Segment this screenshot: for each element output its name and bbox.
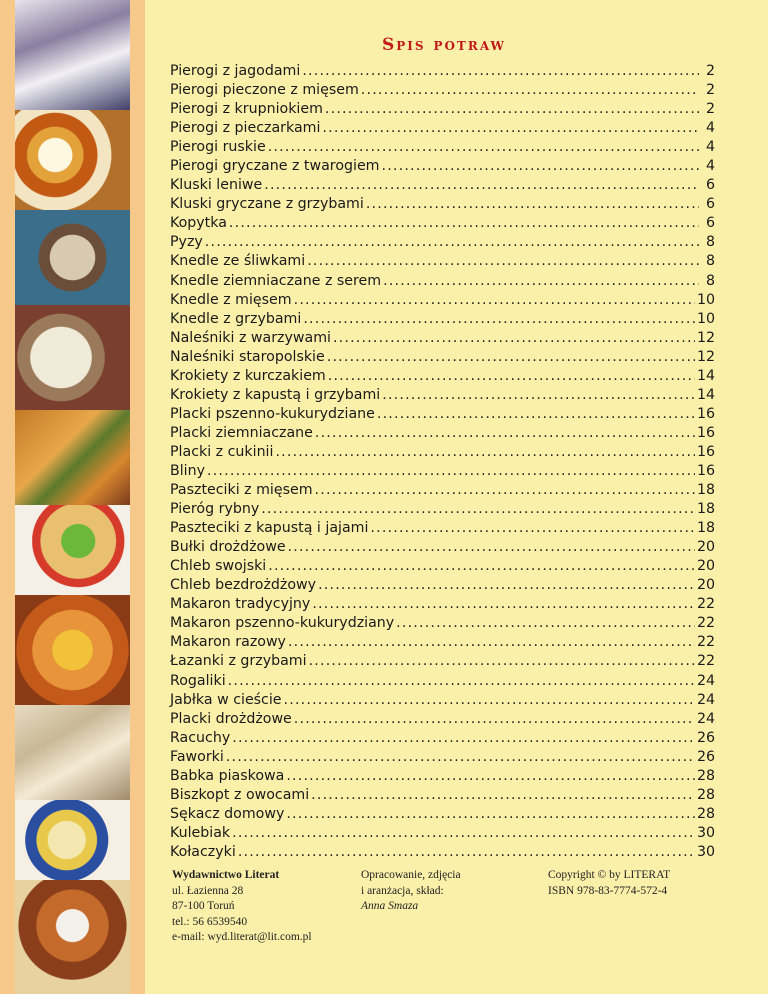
toc-entry (170, 729, 715, 748)
copyright-info (548, 868, 670, 899)
toc-leader-dots (284, 691, 695, 710)
copyright: Copyright © by LITERAT (548, 869, 671, 881)
toc-leader-dots (333, 329, 695, 348)
toc-entry-page: 4 (705, 139, 715, 156)
author-name: Anna Smaza (361, 900, 419, 912)
toc-entry-page: 28 (696, 786, 715, 803)
toc-entry (170, 176, 715, 195)
isbn: ISBN 978-83-7774-572-4 (548, 884, 668, 897)
toc-entry-page: 12 (696, 348, 715, 365)
toc-entry-title: Placki drożdżowe (170, 710, 292, 727)
toc-entry-page: 10 (696, 291, 715, 308)
toc-entry-title: Biszkopt z owocami (170, 786, 310, 803)
photo-baked-apples (15, 800, 130, 880)
toc-entry-page: 16 (696, 405, 715, 422)
toc-leader-dots (383, 272, 699, 291)
toc-entry-page: 4 (705, 120, 715, 137)
credits (361, 868, 461, 915)
toc-entry-title: Paszteciki z kapustą i jajami (170, 520, 369, 537)
toc-entry-page: 8 (705, 253, 715, 270)
toc-entry (170, 252, 715, 271)
toc-entry-title: Chleb bezdrożdżowy (170, 577, 317, 594)
toc-entry-page: 10 (696, 310, 715, 327)
toc-entry-page: 2 (705, 101, 715, 118)
photo-croquettes (15, 410, 130, 505)
toc-leader-dots (328, 367, 695, 386)
toc-entry-page: 20 (696, 558, 715, 575)
toc-entry (170, 81, 715, 100)
toc-entry (170, 691, 715, 710)
toc-entry-page: 18 (696, 482, 715, 499)
toc-leader-dots (288, 633, 695, 652)
toc-entry-title: Pieróg rybny (170, 501, 260, 518)
toc-entry-page: 14 (696, 367, 715, 384)
page-title: Spis potraw (381, 35, 507, 55)
toc-leader-dots (232, 824, 695, 843)
toc-entry (170, 138, 715, 157)
toc-entry (170, 576, 715, 595)
publisher-phone: tel.: 56 6539540 (172, 915, 248, 928)
toc-entry-page: 6 (705, 215, 715, 232)
toc-entry (170, 500, 715, 519)
toc-leader-dots (361, 81, 699, 100)
toc-entry-page: 20 (696, 539, 715, 556)
toc-entry-title: Placki pszenno-kukurydziane (170, 405, 375, 422)
toc-entry (170, 557, 715, 576)
toc-entry (170, 233, 715, 252)
toc-entry-title: Makaron pszenno-kukurydziany (170, 615, 395, 632)
toc-entry-page: 24 (696, 691, 715, 708)
toc-entry (170, 519, 715, 538)
toc-entry-page: 18 (696, 501, 715, 518)
toc-entry-title: Placki z cukinii (170, 443, 274, 460)
toc-entry-page: 22 (696, 615, 715, 632)
toc-leader-dots (294, 291, 695, 310)
toc-entry-title: Pierogi z pieczarkami (170, 120, 321, 137)
toc-leader-dots (286, 805, 695, 824)
toc-entry-title: Kluski leniwe (170, 177, 263, 194)
toc-leader-dots (382, 386, 695, 405)
toc-leader-dots (312, 595, 695, 614)
toc-entry (170, 710, 715, 729)
toc-entry (170, 481, 715, 500)
toc-entry (170, 633, 715, 652)
toc-entry-title: Makaron razowy (170, 634, 286, 651)
toc-entry (170, 462, 715, 481)
toc-leader-dots (307, 252, 699, 271)
toc-entry-page: 8 (705, 272, 715, 289)
toc-entry (170, 291, 715, 310)
toc-entry-page: 16 (696, 424, 715, 441)
toc-leader-dots (264, 176, 699, 195)
toc-leader-dots (294, 710, 695, 729)
toc-entry-page: 22 (696, 653, 715, 670)
toc-entry-title: Kołaczyki (170, 843, 236, 860)
toc-entry (170, 614, 715, 633)
toc-entry-page: 16 (696, 462, 715, 479)
toc-entry (170, 652, 715, 671)
toc-entry-title: Makaron tradycyjny (170, 596, 311, 613)
toc-entry-title: Kulebiak (170, 824, 231, 841)
publisher-city: 87-100 Toruń (172, 900, 235, 912)
toc-entry (170, 405, 715, 424)
toc-entry (170, 348, 715, 367)
toc-leader-dots (288, 538, 695, 557)
toc-entry (170, 824, 715, 843)
toc-leader-dots (396, 614, 695, 633)
toc-leader-dots (205, 233, 699, 252)
toc-entry-title: Knedle z grzybami (170, 310, 302, 327)
toc-entry-title: Jabłka w cieście (170, 691, 282, 708)
credits-line-1: Opracowanie, zdjęcia (361, 869, 461, 881)
toc-entry-title: Paszteciki z mięsem (170, 482, 313, 499)
publisher-street: ul. Łazienna 28 (172, 884, 244, 897)
toc-entry-title: Placki ziemniaczane (170, 424, 313, 441)
credits-line-2: i aranżacja, skład: (361, 884, 444, 897)
toc-entry-title: Pyzy (170, 234, 203, 251)
table-of-contents (170, 62, 715, 862)
toc-entry-page: 26 (696, 729, 715, 746)
toc-entry (170, 195, 715, 214)
toc-entry-title: Bliny (170, 462, 206, 479)
toc-leader-dots (232, 729, 695, 748)
toc-entry-title: Sękacz domowy (170, 805, 285, 822)
publisher-info (172, 868, 312, 946)
toc-leader-dots (318, 576, 695, 595)
toc-leader-dots (226, 748, 695, 767)
toc-leader-dots (377, 405, 695, 424)
toc-entry (170, 367, 715, 386)
toc-entry-title: Kopytka (170, 215, 227, 232)
toc-leader-dots (275, 443, 694, 462)
toc-entry-title: Babka piaskowa (170, 767, 285, 784)
toc-leader-dots (268, 557, 695, 576)
toc-entry-title: Pierogi z krupniokiem (170, 101, 323, 118)
toc-leader-dots (268, 138, 699, 157)
toc-entry (170, 767, 715, 786)
toc-entry-title: Knedle ze śliwkami (170, 253, 306, 270)
toc-entry-title: Kluski gryczane z grzybami (170, 196, 364, 213)
toc-leader-dots (309, 652, 695, 671)
toc-entry-title: Pierogi z jagodami (170, 63, 301, 79)
toc-entry-title: Pierogi pieczone z mięsem (170, 82, 359, 99)
toc-entry-page: 12 (696, 329, 715, 346)
photo-potato-dumplings (15, 305, 130, 410)
toc-leader-dots (325, 100, 699, 119)
publisher-name: Wydawnictwo Literat (172, 869, 280, 881)
toc-entry-title: Bułki drożdżowe (170, 539, 286, 556)
toc-entry-page: 6 (705, 196, 715, 213)
toc-entry-title: Łazanki z grzybami (170, 653, 307, 670)
toc-leader-dots (366, 195, 699, 214)
toc-entry (170, 786, 715, 805)
photo-sugared-buns (15, 880, 130, 994)
toc-entry-page: 14 (696, 386, 715, 403)
toc-entry-page: 6 (705, 177, 715, 194)
toc-entry (170, 157, 715, 176)
toc-entry (170, 748, 715, 767)
toc-entry-page: 20 (696, 577, 715, 594)
toc-entry-title: Naleśniki z warzywami (170, 329, 331, 346)
photo-blueberry-pierogi (15, 0, 130, 110)
toc-leader-dots (228, 672, 695, 691)
toc-entry-title: Knedle ziemniaczane z serem (170, 272, 382, 289)
toc-entry-page: 2 (705, 63, 715, 79)
toc-entry-page: 16 (696, 443, 715, 460)
toc-entry (170, 62, 715, 81)
toc-leader-dots (238, 843, 695, 862)
toc-entry-page: 24 (696, 672, 715, 689)
publisher-email: e-mail: wyd.literat@lit.com.pl (172, 931, 312, 943)
toc-leader-dots (311, 786, 695, 805)
toc-entry-page: 8 (705, 234, 715, 251)
toc-leader-dots (322, 119, 699, 138)
toc-entry-title: Krokiety z kurczakiem (170, 367, 326, 384)
toc-entry (170, 538, 715, 557)
food-photo-strip (15, 0, 130, 994)
toc-entry (170, 214, 715, 233)
toc-leader-dots (315, 481, 695, 500)
photo-pancakes-greens (15, 505, 130, 595)
toc-entry (170, 119, 715, 138)
toc-leader-dots (207, 462, 695, 481)
photo-corn-pancakes (15, 595, 130, 705)
toc-entry-page: 30 (696, 824, 715, 841)
toc-leader-dots (382, 157, 700, 176)
toc-leader-dots (327, 348, 695, 367)
toc-entry (170, 443, 715, 462)
toc-entry-page: 28 (696, 805, 715, 822)
toc-entry-page: 28 (696, 767, 715, 784)
toc-entry-title: Racuchy (170, 729, 231, 746)
toc-entry-page: 26 (696, 748, 715, 765)
toc-entry-title: Pierogi ruskie (170, 139, 266, 156)
toc-entry (170, 595, 715, 614)
toc-entry-page: 24 (696, 710, 715, 727)
toc-entry (170, 329, 715, 348)
photo-pastries (15, 705, 130, 800)
toc-entry (170, 672, 715, 691)
toc-entry (170, 386, 715, 405)
toc-entry-page: 4 (705, 158, 715, 175)
toc-entry (170, 805, 715, 824)
toc-entry (170, 310, 715, 329)
toc-entry-page: 2 (705, 82, 715, 99)
toc-entry-title: Naleśniki staropolskie (170, 348, 325, 365)
toc-leader-dots (370, 519, 695, 538)
toc-entry-title: Chleb swojski (170, 558, 267, 575)
toc-entry-title: Pierogi gryczane z twarogiem (170, 158, 380, 175)
toc-entry-title: Krokiety z kapustą i grzybami (170, 386, 381, 403)
toc-entry-title: Rogaliki (170, 672, 226, 689)
toc-entry (170, 272, 715, 291)
toc-entry-page: 22 (696, 634, 715, 651)
toc-leader-dots (302, 62, 699, 81)
toc-leader-dots (303, 310, 695, 329)
toc-entry-page: 30 (696, 843, 715, 860)
toc-entry (170, 843, 715, 862)
toc-leader-dots (229, 214, 699, 233)
toc-leader-dots (261, 500, 695, 519)
toc-entry-title: Faworki (170, 748, 224, 765)
photo-dumplings-sauce (15, 110, 130, 210)
photo-buckwheat-dumplings (15, 210, 130, 305)
toc-entry (170, 100, 715, 119)
toc-leader-dots (315, 424, 695, 443)
toc-entry (170, 424, 715, 443)
toc-entry-page: 22 (696, 596, 715, 613)
toc-entry-page: 18 (696, 520, 715, 537)
toc-leader-dots (286, 767, 695, 786)
toc-entry-title: Knedle z mięsem (170, 291, 292, 308)
